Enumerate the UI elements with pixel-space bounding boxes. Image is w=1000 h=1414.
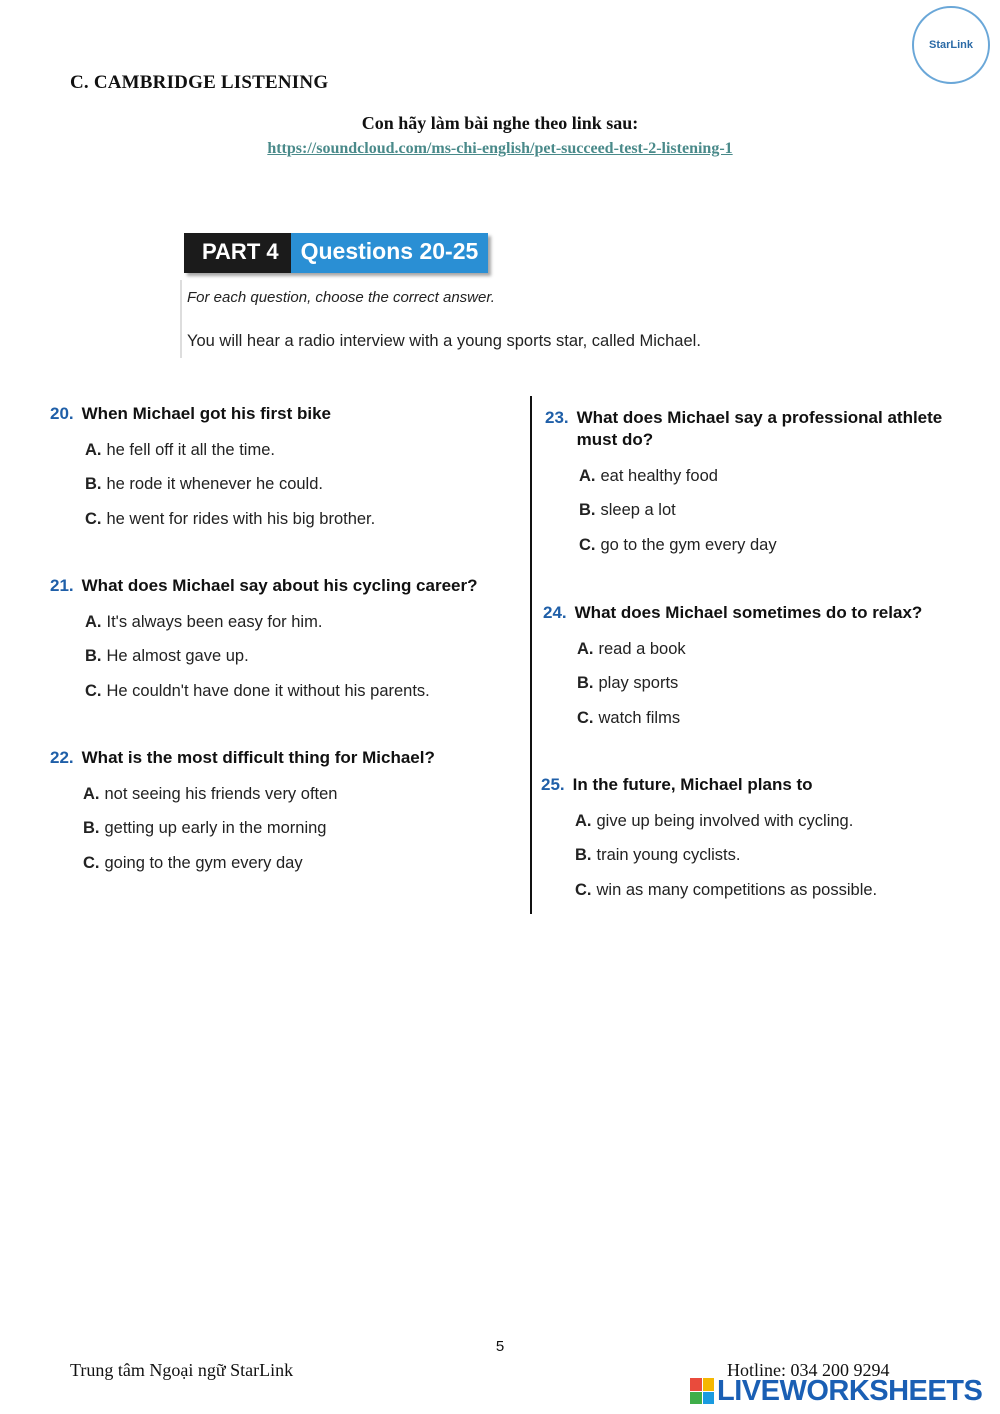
starlink-logo	[912, 6, 990, 84]
option-text: sleep a lot	[600, 501, 676, 519]
option-c[interactable]	[83, 853, 520, 873]
question-number: 24.	[543, 603, 567, 622]
option-letter: B.	[83, 819, 100, 837]
option-c[interactable]	[85, 681, 520, 701]
part-description: You will hear a radio interview with a young sports star, called Michael.	[187, 332, 701, 350]
option-text: going to the gym every day	[104, 853, 303, 872]
option-a[interactable]	[83, 784, 520, 804]
liveworksheets-icon	[690, 1378, 714, 1404]
question-text: What does Michael say a professional athlete must do?	[576, 408, 943, 449]
liveworksheets-brand[interactable]	[690, 1374, 982, 1408]
option-b[interactable]	[83, 818, 520, 838]
option-b[interactable]	[575, 845, 971, 865]
option-b[interactable]	[577, 673, 973, 693]
option-letter: C.	[85, 509, 102, 528]
page-number: 5	[495, 1338, 505, 1355]
option-a[interactable]	[579, 466, 975, 486]
option-text: train young cyclists.	[596, 846, 741, 864]
option-text: It's always been easy for him.	[106, 612, 323, 631]
intro-divider	[180, 280, 182, 358]
question-text: When Michael got his first bike	[81, 404, 332, 423]
option-text: give up being involved with cycling.	[596, 811, 854, 830]
question-number: 25.	[541, 775, 565, 794]
option-a[interactable]	[85, 612, 520, 632]
option-letter: B.	[579, 501, 596, 519]
option-letter: A.	[575, 811, 592, 830]
option-text: he fell off it all the time.	[106, 440, 275, 459]
section-title: C. CAMBRIDGE LISTENING	[70, 72, 329, 93]
question-text: In the future, Michael plans to	[572, 775, 813, 794]
option-text: go to the gym every day	[600, 535, 777, 554]
option-text: not seeing his friends very often	[104, 784, 338, 803]
option-a[interactable]	[85, 440, 520, 460]
option-letter: C.	[575, 880, 592, 899]
part-label: PART 4	[184, 233, 291, 273]
option-letter: C.	[577, 708, 594, 727]
option-b[interactable]	[85, 646, 520, 666]
option-text: getting up early in the morning	[104, 819, 327, 837]
option-a[interactable]	[577, 639, 973, 659]
option-b[interactable]	[85, 474, 520, 494]
option-a[interactable]	[575, 811, 971, 831]
option-c[interactable]	[579, 535, 975, 555]
option-c[interactable]	[85, 509, 520, 529]
logo-text: StarLink	[928, 39, 973, 51]
option-letter: C.	[83, 853, 100, 872]
option-text: watch films	[598, 708, 681, 727]
column-divider	[530, 396, 532, 914]
question-24	[543, 602, 973, 728]
soundcloud-link[interactable]: https://soundcloud.com/ms-chi-english/pet-succeed-test-2-listening-1	[267, 140, 733, 157]
option-b[interactable]	[579, 500, 975, 520]
liveworksheets-text: LIVEWORKSHEETS	[717, 1374, 983, 1407]
part-questions-range: Questions 20-25	[291, 233, 489, 273]
option-text: win as many competitions as possible.	[596, 880, 878, 899]
part-banner	[184, 233, 488, 273]
question-25	[541, 774, 971, 900]
question-text: What does Michael sometimes do to relax?	[574, 603, 923, 622]
option-letter: A.	[85, 440, 102, 459]
option-letter: A.	[83, 784, 100, 803]
option-letter: B.	[85, 647, 102, 665]
footer-hotline: Hotline: 034 200 9294	[727, 1360, 890, 1380]
option-text: eat healthy food	[600, 466, 718, 485]
question-23	[545, 407, 975, 555]
option-text: play sports	[598, 674, 679, 692]
question-text: What does Michael say about his cycling career?	[81, 576, 478, 595]
question-22	[50, 747, 520, 873]
option-letter: C.	[579, 535, 596, 554]
option-text: he rode it whenever he could.	[106, 475, 323, 493]
question-20	[50, 403, 520, 529]
option-c[interactable]	[575, 880, 971, 900]
option-text: He almost gave up.	[106, 647, 249, 665]
option-letter: B.	[577, 674, 594, 692]
question-text: What is the most difficult thing for Michael?	[81, 748, 435, 767]
option-letter: A.	[577, 639, 594, 658]
question-21	[50, 575, 520, 701]
option-text: read a book	[598, 639, 686, 658]
option-text: he went for rides with his big brother.	[106, 509, 376, 528]
instruction-text: Con hãy làm bài nghe theo link sau:	[361, 113, 639, 133]
option-letter: B.	[575, 846, 592, 864]
option-letter: B.	[85, 475, 102, 493]
part-instruction: For each question, choose the correct answer.	[187, 289, 495, 306]
option-letter: A.	[85, 612, 102, 631]
footer-center-name: Trung tâm Ngoại ngữ StarLink	[70, 1360, 294, 1380]
question-number: 23.	[545, 408, 569, 427]
question-number: 21.	[50, 576, 74, 595]
question-number: 20.	[50, 404, 74, 423]
option-letter: C.	[85, 681, 102, 700]
option-c[interactable]	[577, 708, 973, 728]
option-text: He couldn't have done it without his parents.	[106, 681, 430, 700]
question-number: 22.	[50, 748, 74, 767]
option-letter: A.	[579, 466, 596, 485]
